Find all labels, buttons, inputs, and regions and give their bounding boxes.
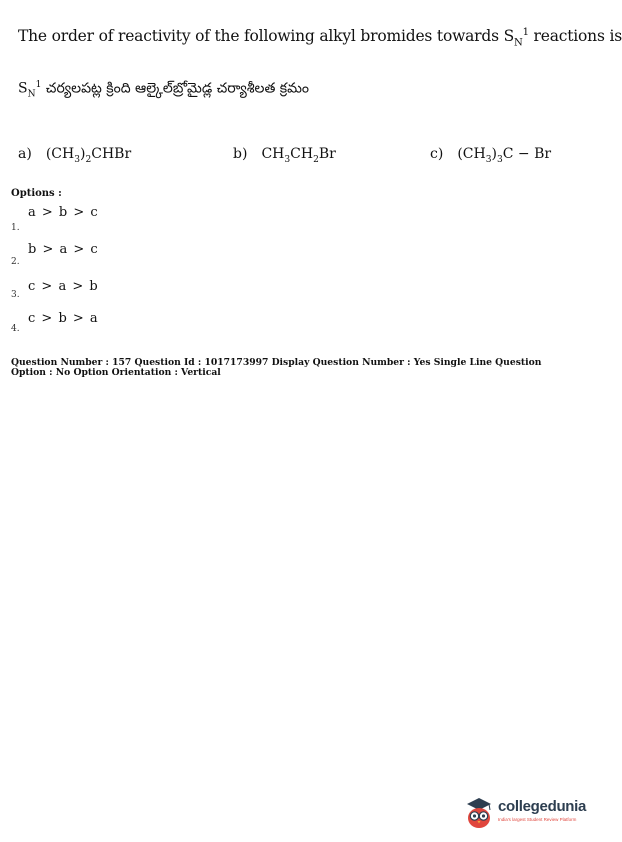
option-number: 4. — [11, 324, 20, 334]
owl-mascot-icon — [462, 795, 496, 829]
option-number: 2. — [11, 257, 20, 267]
option-number: 1. — [11, 223, 20, 233]
option-text: a > b > c — [28, 205, 99, 220]
question-telugu: $S_N^1$ చర్యలపట్ల క్రింది ఆల్కైల్‌బ్రోమైడ్ల చర్యాశీలత క్రమం — [18, 80, 310, 100]
option-number: 3. — [11, 290, 20, 300]
option-text: c > b > a — [28, 311, 99, 326]
collegedunia-logo — [462, 795, 587, 831]
question-english: The order of reactivity of the following alkyl bromides towards $S_N^1$ reactions is — [18, 27, 622, 49]
compound-c: c) $(CH_3)_3C - Br$ — [430, 146, 552, 165]
brand-name: collegedunia — [498, 798, 587, 815]
compound-b: b) $CH_3CH_2Br$ — [233, 146, 336, 165]
compound-a: a) $(CH_3)_2CHBr$ — [18, 146, 132, 165]
option-text: b > a > c — [28, 242, 99, 257]
option-text: c > a > b — [28, 279, 99, 294]
brand-tagline: India's largest Student Review Platform — [498, 817, 577, 822]
options-heading: Options : — [11, 188, 62, 199]
compound-list — [18, 146, 578, 170]
question-metadata: Question Number : 157 Question Id : 1017173997 Display Question Number : Yes Single Line Question Option : No Option Orientation : Vertical — [11, 357, 542, 378]
